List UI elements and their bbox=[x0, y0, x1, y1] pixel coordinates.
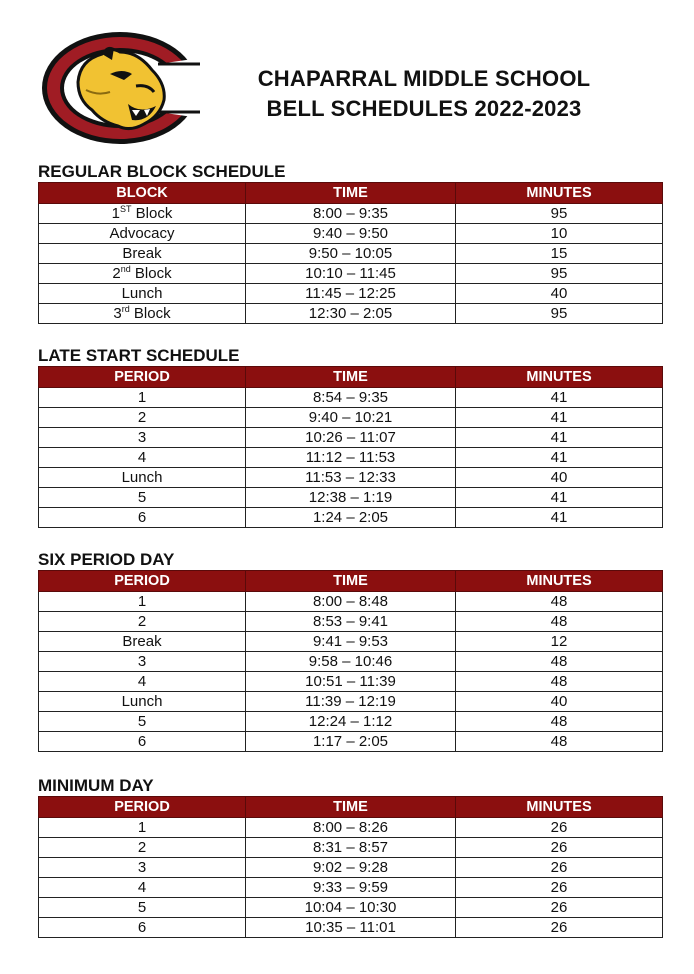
period-cell: 2 bbox=[39, 612, 246, 632]
schedule-table bbox=[38, 366, 663, 528]
time-cell: 9:33 – 9:59 bbox=[246, 878, 456, 898]
table-row bbox=[39, 448, 663, 468]
minutes-cell: 41 bbox=[456, 408, 663, 428]
time-cell: 9:40 – 10:21 bbox=[246, 408, 456, 428]
document-title: CHAPARRAL MIDDLE SCHOOL bbox=[257, 66, 591, 91]
column-header: TIME bbox=[246, 797, 456, 818]
period-cell: 3 bbox=[39, 858, 246, 878]
time-cell: 9:02 – 9:28 bbox=[246, 858, 456, 878]
table-row bbox=[39, 204, 663, 224]
block-cell: Advocacy bbox=[39, 224, 246, 244]
table-row bbox=[39, 408, 663, 428]
column-header: TIME bbox=[246, 367, 456, 388]
document-subtitle: BELL SCHEDULES 2022-2023 bbox=[266, 96, 582, 121]
section-title: REGULAR BLOCK SCHEDULE bbox=[38, 162, 286, 181]
table-header-row bbox=[39, 183, 663, 204]
minutes-cell: 95 bbox=[456, 204, 663, 224]
late-start-schedule bbox=[38, 346, 662, 528]
minutes-cell: 26 bbox=[456, 818, 663, 838]
period-cell: 1 bbox=[39, 818, 246, 838]
minutes-cell: 26 bbox=[456, 918, 663, 938]
period-cell: 1 bbox=[39, 592, 246, 612]
table-row bbox=[39, 508, 663, 528]
minutes-cell: 10 bbox=[456, 224, 663, 244]
period-cell: 6 bbox=[39, 508, 246, 528]
table-header-row bbox=[39, 797, 663, 818]
table-row bbox=[39, 878, 663, 898]
minutes-cell: 48 bbox=[456, 672, 663, 692]
time-cell: 8:00 – 8:26 bbox=[246, 818, 456, 838]
period-cell: 6 bbox=[39, 918, 246, 938]
period-cell: 3 bbox=[39, 428, 246, 448]
time-cell: 10:35 – 11:01 bbox=[246, 918, 456, 938]
table-row bbox=[39, 468, 663, 488]
table-row bbox=[39, 692, 663, 712]
block-cell: Break bbox=[39, 244, 246, 264]
time-cell: 12:38 – 1:19 bbox=[246, 488, 456, 508]
minutes-cell: 41 bbox=[456, 508, 663, 528]
section-title: SIX PERIOD DAY bbox=[38, 550, 175, 569]
table-row bbox=[39, 672, 663, 692]
minutes-cell: 41 bbox=[456, 428, 663, 448]
period-cell: 1 bbox=[39, 388, 246, 408]
time-cell: 8:00 – 9:35 bbox=[246, 204, 456, 224]
minutes-cell: 12 bbox=[456, 632, 663, 652]
minutes-cell: 48 bbox=[456, 732, 663, 752]
time-cell: 9:58 – 10:46 bbox=[246, 652, 456, 672]
time-cell: 10:51 – 11:39 bbox=[246, 672, 456, 692]
time-cell: 10:04 – 10:30 bbox=[246, 898, 456, 918]
table-row bbox=[39, 592, 663, 612]
column-header: PERIOD bbox=[39, 797, 246, 818]
minutes-cell: 48 bbox=[456, 612, 663, 632]
time-cell: 9:50 – 10:05 bbox=[246, 244, 456, 264]
minutes-cell: 26 bbox=[456, 898, 663, 918]
minutes-cell: 41 bbox=[456, 448, 663, 468]
time-cell: 12:24 – 1:12 bbox=[246, 712, 456, 732]
table-row bbox=[39, 918, 663, 938]
column-header: MINUTES bbox=[456, 183, 663, 204]
table-row bbox=[39, 712, 663, 732]
column-header: MINUTES bbox=[456, 797, 663, 818]
minutes-cell: 48 bbox=[456, 652, 663, 672]
period-cell: Lunch bbox=[39, 468, 246, 488]
time-cell: 1:24 – 2:05 bbox=[246, 508, 456, 528]
period-cell: 5 bbox=[39, 488, 246, 508]
block-cell: 2nd Block bbox=[39, 264, 246, 284]
minutes-cell: 48 bbox=[456, 712, 663, 732]
period-cell: Lunch bbox=[39, 692, 246, 712]
schedule-table bbox=[38, 796, 663, 938]
minutes-cell: 15 bbox=[456, 244, 663, 264]
column-header: MINUTES bbox=[456, 571, 663, 592]
section-title: LATE START SCHEDULE bbox=[38, 346, 240, 365]
time-cell: 8:54 – 9:35 bbox=[246, 388, 456, 408]
time-cell: 11:53 – 12:33 bbox=[246, 468, 456, 488]
period-cell: 2 bbox=[39, 408, 246, 428]
column-header: BLOCK bbox=[39, 183, 246, 204]
block-cell: 3rd Block bbox=[39, 304, 246, 324]
table-row bbox=[39, 732, 663, 752]
table-row bbox=[39, 858, 663, 878]
table-row bbox=[39, 818, 663, 838]
column-header: TIME bbox=[246, 571, 456, 592]
block-cell: 1ST Block bbox=[39, 204, 246, 224]
schedule-table bbox=[38, 570, 663, 752]
time-cell: 8:53 – 9:41 bbox=[246, 612, 456, 632]
table-row bbox=[39, 838, 663, 858]
schedule-table bbox=[38, 182, 663, 324]
table-row bbox=[39, 632, 663, 652]
block-cell: Lunch bbox=[39, 284, 246, 304]
table-row bbox=[39, 652, 663, 672]
table-row bbox=[39, 898, 663, 918]
period-cell: 5 bbox=[39, 898, 246, 918]
period-cell: 4 bbox=[39, 878, 246, 898]
column-header: MINUTES bbox=[456, 367, 663, 388]
minutes-cell: 40 bbox=[456, 692, 663, 712]
minutes-cell: 95 bbox=[456, 304, 663, 324]
minutes-cell: 40 bbox=[456, 284, 663, 304]
period-cell: 6 bbox=[39, 732, 246, 752]
minutes-cell: 48 bbox=[456, 592, 663, 612]
column-header: PERIOD bbox=[39, 571, 246, 592]
minutes-cell: 26 bbox=[456, 838, 663, 858]
column-header: TIME bbox=[246, 183, 456, 204]
period-cell: 3 bbox=[39, 652, 246, 672]
table-row bbox=[39, 244, 663, 264]
time-cell: 9:41 – 9:53 bbox=[246, 632, 456, 652]
time-cell: 8:31 – 8:57 bbox=[246, 838, 456, 858]
table-header-row bbox=[39, 367, 663, 388]
time-cell: 11:45 – 12:25 bbox=[246, 284, 456, 304]
table-row bbox=[39, 264, 663, 284]
period-cell: 4 bbox=[39, 672, 246, 692]
minimum-day-schedule bbox=[38, 776, 662, 938]
table-row bbox=[39, 612, 663, 632]
period-cell: Break bbox=[39, 632, 246, 652]
minutes-cell: 26 bbox=[456, 858, 663, 878]
time-cell: 9:40 – 9:50 bbox=[246, 224, 456, 244]
time-cell: 11:39 – 12:19 bbox=[246, 692, 456, 712]
time-cell: 10:10 – 11:45 bbox=[246, 264, 456, 284]
table-row bbox=[39, 488, 663, 508]
table-row bbox=[39, 388, 663, 408]
minutes-cell: 40 bbox=[456, 468, 663, 488]
time-cell: 10:26 – 11:07 bbox=[246, 428, 456, 448]
table-row bbox=[39, 304, 663, 324]
minutes-cell: 41 bbox=[456, 388, 663, 408]
time-cell: 1:17 – 2:05 bbox=[246, 732, 456, 752]
table-header-row bbox=[39, 571, 663, 592]
minutes-cell: 95 bbox=[456, 264, 663, 284]
table-row bbox=[39, 428, 663, 448]
minutes-cell: 41 bbox=[456, 488, 663, 508]
table-row bbox=[39, 284, 663, 304]
column-header: PERIOD bbox=[39, 367, 246, 388]
section-title: MINIMUM DAY bbox=[38, 776, 154, 795]
school-logo-icon bbox=[40, 30, 200, 146]
period-cell: 2 bbox=[39, 838, 246, 858]
time-cell: 12:30 – 2:05 bbox=[246, 304, 456, 324]
period-cell: 4 bbox=[39, 448, 246, 468]
time-cell: 11:12 – 11:53 bbox=[246, 448, 456, 468]
time-cell: 8:00 – 8:48 bbox=[246, 592, 456, 612]
six-period-day-schedule bbox=[38, 550, 662, 752]
period-cell: 5 bbox=[39, 712, 246, 732]
minutes-cell: 26 bbox=[456, 878, 663, 898]
table-row bbox=[39, 224, 663, 244]
regular-block-schedule bbox=[38, 162, 662, 324]
